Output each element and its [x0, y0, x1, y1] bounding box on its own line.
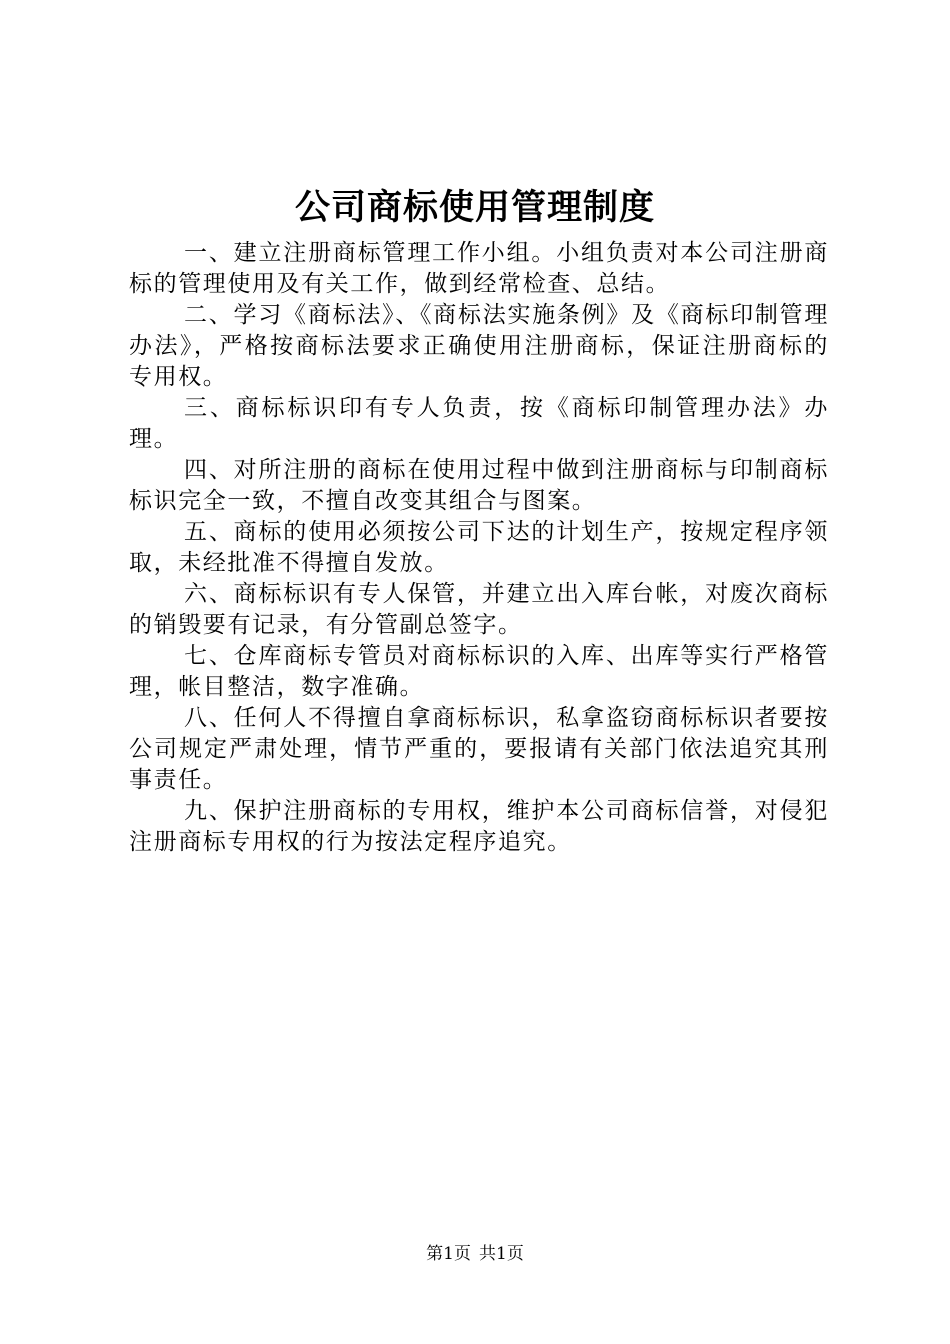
page-footer [0, 1243, 950, 1265]
paragraph-4: 四、对所注册的商标在使用过程中做到注册商标与印制商标标识完全一致，不擅自改变其组合与图案。 [129, 457, 829, 514]
paragraph-7: 七、仓库商标专管员对商标标识的入库、出库等实行严格管理，帐目整洁，数字准确。 [129, 643, 829, 700]
page-number: 第1页 [426, 1244, 471, 1264]
paragraph-6: 六、商标标识有专人保管，并建立出入库台帐，对废次商标的销毁要有记录，有分管副总签字。 [129, 581, 829, 638]
paragraph-8: 八、任何人不得擅自拿商标标识，私拿盗窃商标标识者要按公司规定严肃处理，情节严重的，要报请有关部门依法追究其刑事责任。 [129, 705, 829, 793]
total-pages: 共1页 [479, 1244, 524, 1264]
paragraph-5: 五、商标的使用必须按公司下达的计划生产，按规定程序领取，未经批准不得擅自发放。 [129, 519, 829, 576]
paragraph-3: 三、商标标识印有专人负责，按《商标印制管理办法》办理。 [129, 395, 829, 452]
paragraph-2: 二、学习《商标法》、《商标法实施条例》及《商标印制管理办法》，严格按商标法要求正确使用注册商标，保证注册商标的专用权。 [129, 302, 829, 390]
paragraph-9: 九、保护注册商标的专用权，维护本公司商标信誉，对侵犯注册商标专用权的行为按法定程序追究。 [129, 798, 829, 855]
paragraph-1: 一、建立注册商标管理工作小组。小组负责对本公司注册商标的管理使用及有关工作，做到经常检查、总结。 [129, 240, 829, 297]
document-body [129, 238, 829, 858]
document-title: 公司商标使用管理制度 [294, 187, 655, 228]
